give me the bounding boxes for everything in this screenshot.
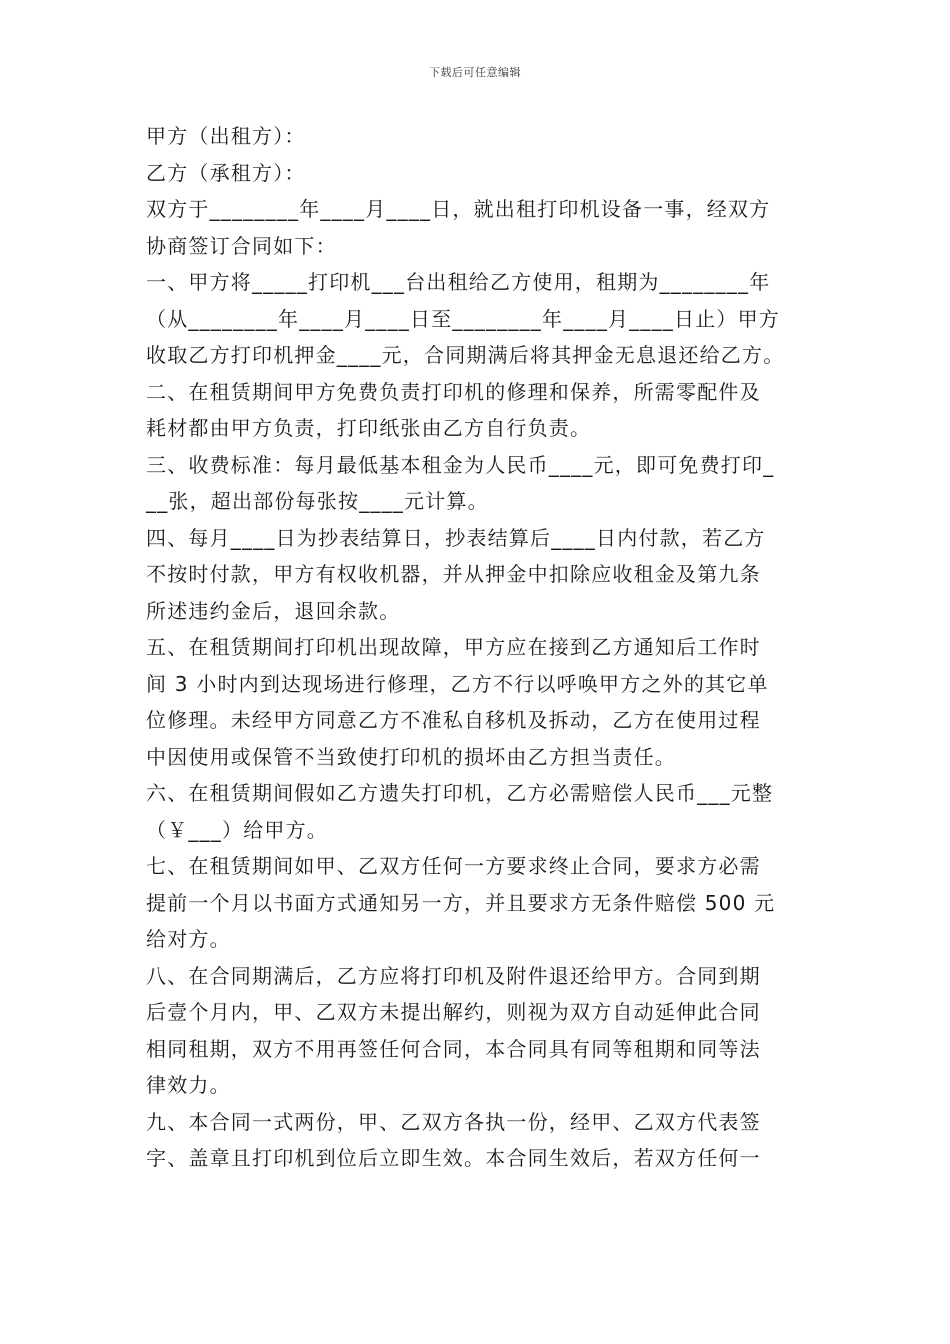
document-line: 双方于________年____月____日，就出租打印机设备一事，经双方 <box>146 197 771 221</box>
document-line: 收取乙方打印机押金____元，合同期满后将其押金无息退还给乙方。 <box>146 343 785 367</box>
document-line: 四、每月____日为抄表结算日，抄表结算后____日内付款，若乙方 <box>146 525 766 550</box>
page-header-note: 下载后可任意编辑 <box>429 66 521 79</box>
document-line: 二、在租赁期间甲方免费负责打印机的修理和保养，所需零配件及 <box>146 379 761 404</box>
document-line: 给对方。 <box>146 927 231 951</box>
document-line: 六、在租赁期间假如乙方遗失打印机，乙方必需赔偿人民币___元整 <box>146 781 774 805</box>
document-line: 不按时付款，甲方有权收机器，并从押金中扣除应收租金及第九条 <box>146 562 761 586</box>
document-line: 提前一个月以书面方式通知另一方，并且要求方无条件赔偿 500 元 <box>146 890 776 915</box>
document-line: 耗材都由甲方负责，打印纸张由乙方自行负责。 <box>146 416 592 440</box>
document-line: （￥___）给甲方。 <box>146 817 328 842</box>
document-line: （从________年____月____日至________年____月____日止）甲方 <box>146 306 780 331</box>
document-line: 所述违约金后，退回余款。 <box>146 598 401 623</box>
document-line: 字、盖章且打印机到位后立即生效。本合同生效后，若双方任何一 <box>146 1146 761 1170</box>
document-body <box>146 118 806 1177</box>
document-line: 九、本合同一式两份，甲、乙双方各执一份，经甲、乙双方代表签 <box>146 1109 761 1134</box>
document-line: 七、在租赁期间如甲、乙双方任何一方要求终止合同，要求方必需 <box>146 854 761 878</box>
document-line: 协商签订合同如下： <box>146 233 337 258</box>
document-line: 一、甲方将_____打印机___台出租给乙方使用，租期为________年 <box>146 270 771 294</box>
document-line: __张，超出部份每张按____元计算。 <box>146 489 489 513</box>
document-line: 中因使用或保管不当致使打印机的损坏由乙方担当责任。 <box>146 744 676 769</box>
document-line: 乙方（承租方）： <box>146 160 306 185</box>
document-line: 律效力。 <box>146 1073 231 1097</box>
document-line: 五、在租赁期间打印机出现故障，甲方应在接到乙方通知后工作时 <box>146 635 761 659</box>
document-line: 位修理。未经甲方同意乙方不准私自移机及拆动，乙方在使用过程 <box>146 708 761 732</box>
document-line: 间 3 小时内到达现场进行修理，乙方不行以呼唤甲方之外的其它单 <box>146 671 769 696</box>
document-line: 相同租期，双方不用再签任何合同，本合同具有同等租期和同等法 <box>146 1036 761 1061</box>
document-line: 三、收费标准：每月最低基本租金为人民币____元，即可免费打印_ <box>146 452 775 477</box>
document-line: 八、在合同期满后，乙方应将打印机及附件退还给甲方。合同到期 <box>146 963 761 988</box>
document-line: 甲方（出租方）： <box>146 124 306 148</box>
document-line: 后壹个月内，甲、乙双方未提出解约，则视为双方自动延伸此合同 <box>146 1000 761 1024</box>
